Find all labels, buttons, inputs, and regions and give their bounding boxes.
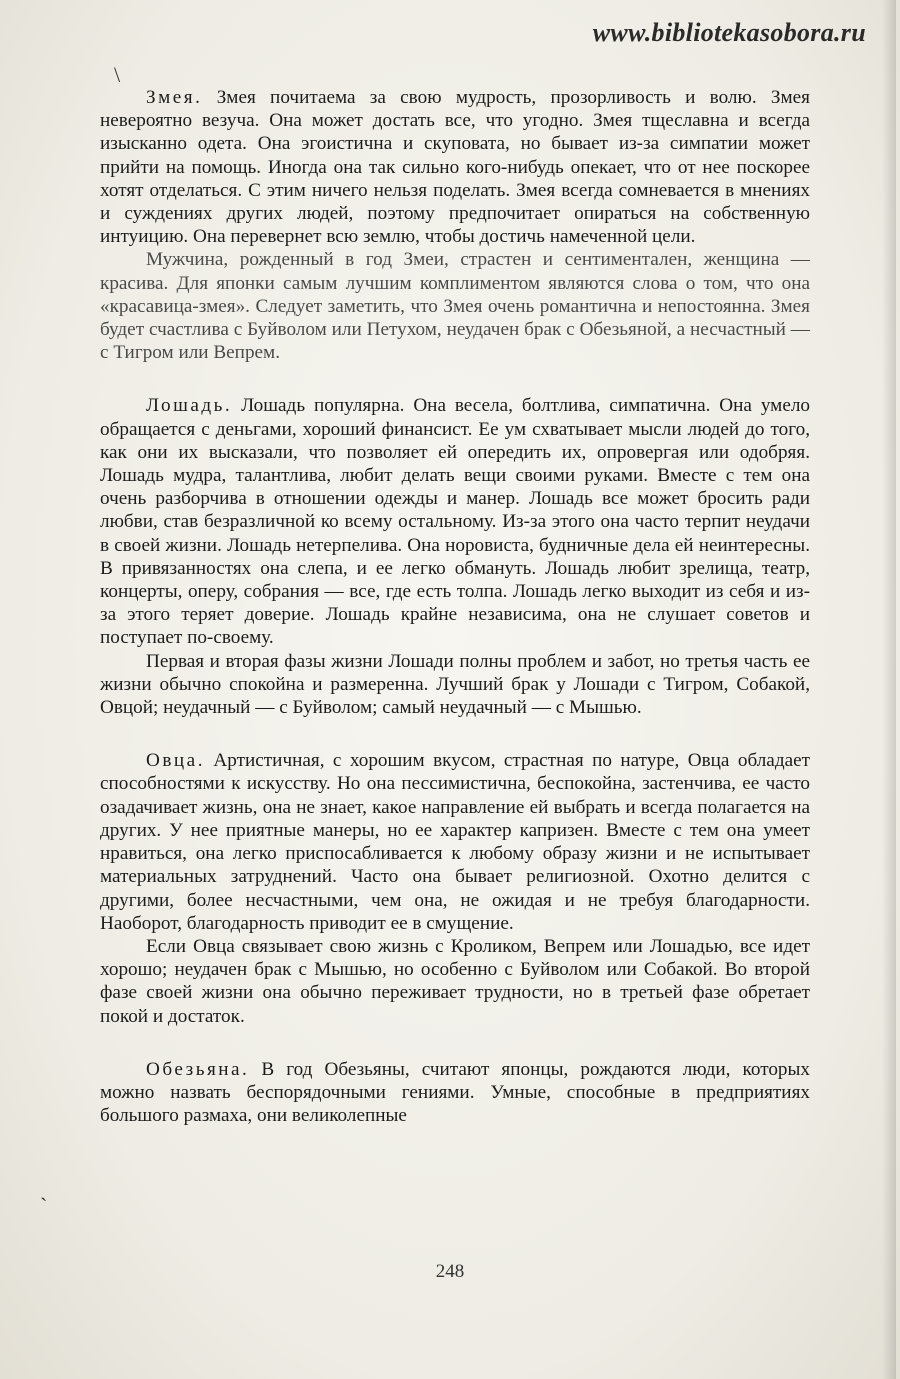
body-text [100, 86, 810, 1127]
section-gap [100, 719, 810, 749]
paragraph [100, 86, 810, 248]
section-horse [100, 394, 810, 719]
scan-mark: \ [114, 62, 121, 87]
paragraph [100, 749, 810, 935]
scan-mark: ˎ [40, 1176, 48, 1201]
paragraph-text: Лошадь популярна. Она весела, болтлива, симпатична. Она умело обращается с деньгами, хороший финансист. Ее ум схватывает мысли людей до того, как они их высказали, что позволяет ей опередить их, опровергая или одобряя. Лошадь мудра, талантлива, любит делать вещи своими руками. Вместе с тем она очень разборчива в отношении одежды и манер. Лошадь все может бросить ради любви, став безразличной ко всему остальному. Из-за этого она часто терпит неудачи в своей жизни. Лошадь нетерпелива. Она норовиста, будничные дела ей неинтересны. В привязанностях она слепа, и ее легко обмануть. Лошадь любит зрелища, театр, концерты, оперу, собрания — все, где есть толпа. Лошадь легко выходит из себя и из-за этого теряет доверие. Лошадь крайне независима, она не слушает советов и поступает по-своему. [100, 395, 810, 649]
section-gap [100, 364, 810, 394]
paragraph: Мужчина, рожденный в год Змеи, страстен и сентиментален, женщина — красива. Для японки самым лучшим комплиментом являются слова о том, что она «красавица-змея». Следует заметить, что Змея очень романтична и непостоянна. Змея будет счастлива с Буйволом или Петухом, неудачен брак с Обезьяной, а несчастный — с Тигром или Вепрем. [100, 249, 810, 364]
section-keyword: Змея. [146, 87, 203, 108]
paragraph: Первая и вторая фазы жизни Лошади полны проблем и забот, но третья часть ее жизни обычно спокойна и размеренна. Лучший брак у Лошади с Тигром, Собакой, Овцой; неудачный — с Буйволом; самый неудачный — с Мышью. [100, 650, 810, 719]
section-sheep [100, 749, 810, 1027]
page-number: 248 [435, 1261, 465, 1282]
page-edge-shadow [882, 0, 896, 1379]
section-gap [100, 1028, 810, 1058]
paragraph [100, 394, 810, 649]
section-keyword: Обезьяна. [146, 1058, 250, 1080]
paragraph-text: В год Обезьяны, считают японцы, рождаются люди, которых можно назвать беспорядочными гениями. Умные, способные в предприятиях большого размаха, они великолепные [100, 1058, 810, 1127]
section-keyword: Лошадь. [146, 395, 233, 417]
paragraph [100, 1058, 810, 1128]
site-watermark: www.bibliotekasobora.ru [592, 18, 866, 47]
paragraph-text: Артистичная, с хорошим вкусом, страстная по натуре, Овца обладает способностями к искусству. Но она пессимистична, беспокойна, застенчива, ее часто озадачивает жизнь, она не знает, какое направление ей выбрать и всегда полагается на других. У нее приятные манеры, но ее характер капризен. Вместе с тем она умеет нравиться, она легко приспосабливается к любому образу жизни и не испытывает материальных затруднений. Часто она бывает религиозной. Охотно делится с другими, более несчастными, чем она, не ожидая и не требуя благодарности. Наоборот, благодарность приводит ее в смущение. [100, 750, 810, 934]
section-snake [100, 86, 810, 364]
section-monkey [100, 1058, 810, 1128]
paragraph-text: Змея почитаема за свою мудрость, прозорливость и волю. Змея невероятно везуча. Она может достать все, что угодно. Змея тщеславна и всегда изысканно одета. Она эгоистична и скуповата, но бывает из-за симпатии может прийти на помощь. Иногда она так сильно кого-нибудь опекает, что от нее поскорее хотят отделаться. С этим ничего нельзя поделать. Змея всегда сомневается в мнениях и суждениях других людей, поэтому предпочитает опираться на собственную интуицию. Она перевернет всю землю, чтобы достичь намеченной цели. [100, 87, 811, 248]
section-keyword: Овца. [146, 750, 205, 772]
paragraph: Если Овца связывает свою жизнь с Кроликом, Вепрем или Лошадью, все идет хорошо; неудачен брак с Мышью, но особенно с Буйволом или Собакой. Во второй фазе своей жизни она обычно переживает трудности, но в третьей фазе обретает покой и достаток. [100, 935, 810, 1027]
